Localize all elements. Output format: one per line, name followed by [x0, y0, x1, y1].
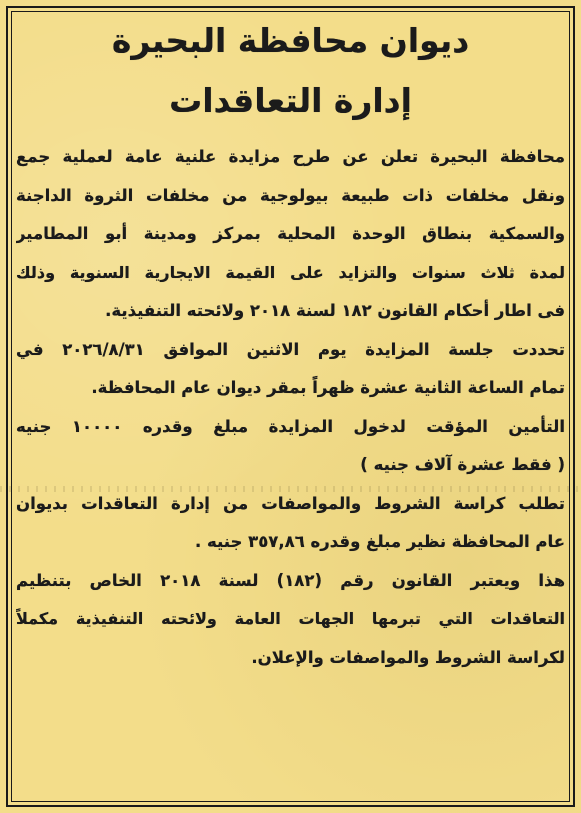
body-line: ( فقط عشرة آلاف جنيه )	[360, 455, 565, 474]
body-line: لكراسة الشروط والمواصفات والإعلان.	[251, 647, 565, 667]
body-line: تطلب كراسة الشروط والمواصفات من إدارة التعاقدات بديوان	[16, 493, 565, 513]
body-line: تمام الساعة الثانية عشرة ظهراً بمقر ديوان عام المحافظة.	[91, 378, 565, 397]
body-line: عام المحافظة نظير مبلغ وقدره ٣٥٧,٨٦ جنيه .	[195, 532, 565, 551]
body-line: لمدة ثلاث سنوات والتزايد على القيمة الايجارية السنوية وذلك	[16, 262, 565, 282]
body-line: محافظة البحيرة تعلن عن طرح مزايدة علنية عامة لعملية جمع	[16, 147, 565, 166]
announcement-body	[16, 138, 565, 677]
body-line: تحددت جلسة المزايدة يوم الاثنين الموافق ٢٠٢٦/٨/٣١ في	[16, 339, 565, 359]
body-line: التأمين المؤقت لدخول المزايدة مبلغ وقدره ١٠٠٠٠ جنيه	[16, 416, 565, 436]
announcement-title: ديوان محافظة البحيرة	[111, 21, 470, 60]
announcement-subtitle: إدارة التعاقدات	[169, 81, 412, 120]
body-line: فى اطار أحكام القانون ١٨٢ لسنة ٢٠١٨ ولائحته التنفيذية.	[105, 301, 565, 320]
body-line: هذا ويعتبر القانون رقم (١٨٢) لسنة ٢٠١٨ الخاص بتنظيم	[16, 570, 565, 590]
body-line: ونقل مخلفات ذات طبيعة بيولوجية من مخلفات الثروة الداجنة	[16, 185, 565, 205]
body-line: التعاقدات التي تبرمها الجهات العامة ولائحته التنفيذية مكملاً	[16, 609, 565, 628]
body-line: والسمكية بنطاق الوحدة المحلية بمركز ومدينة أبو المطامير	[16, 224, 565, 243]
announcement-content	[16, 16, 565, 677]
